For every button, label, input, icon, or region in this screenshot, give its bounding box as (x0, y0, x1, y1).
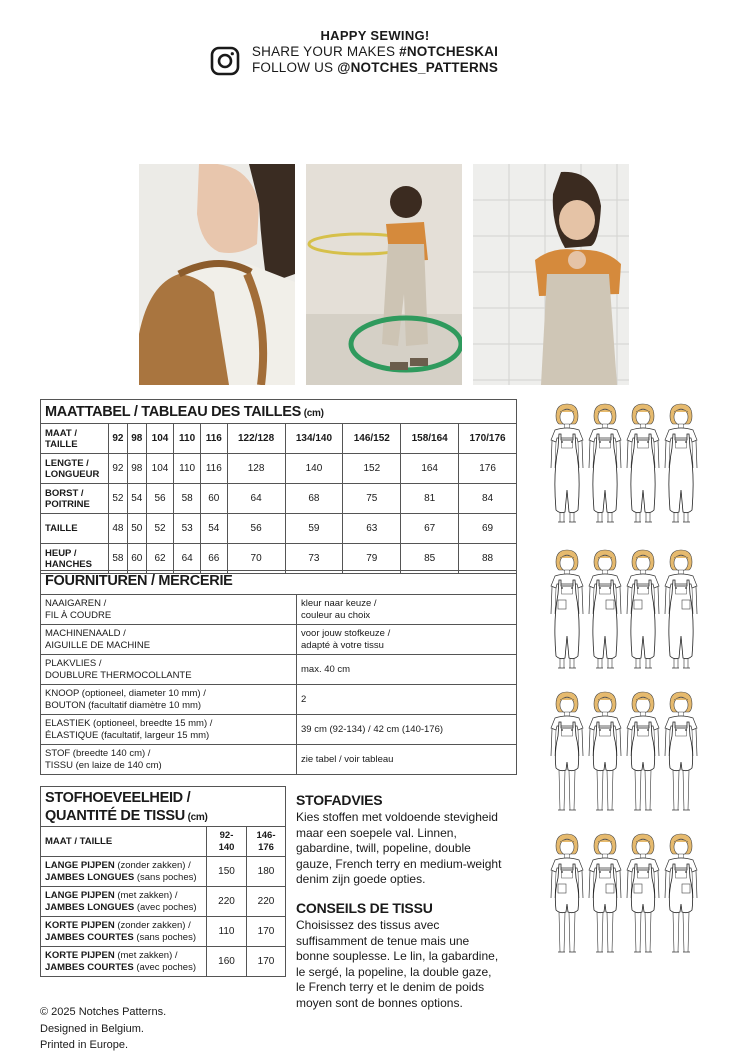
supplies-title: FOURNITUREN / MERCERIE (45, 573, 233, 590)
flat-figure (665, 404, 697, 522)
hashtag: #NOTCHESKAI (399, 44, 499, 59)
flat-figure (627, 550, 659, 668)
supplies-table (40, 570, 517, 775)
table-row: KORTE PIJPEN (zonder zakken) / JAMBES COURTES (sans poches) 110 170 (41, 917, 286, 947)
instagram-icon (210, 46, 240, 76)
happy-sewing: HAPPY SEWING! (320, 28, 430, 43)
fabric-title: STOFHOEVEELHEID / (45, 789, 191, 806)
table-row: KNOOP (optioneel, diameter 10 mm) / BOUTON (facultatif diamètre 10 mm) 2 (41, 685, 517, 715)
flat-figure (665, 834, 697, 952)
flat-figure (551, 404, 583, 522)
table-row: ELASTIEK (optioneel, breedte 15 mm) / ÉLASTIQUE (facultatif, largeur 15 mm) 39 cm (92-134) / 42 cm (140-176) (41, 715, 517, 745)
size-chart-title: MAATTABEL / TABLEAU DES TAILLES (45, 403, 301, 420)
table-row: NAAIGAREN / FIL À COUDRE kleur naar keuze / couleur au choix (41, 595, 517, 625)
fabric-advice-fr: CONSEILS DE TISSU Choisissez des tissus avec suffisamment de tenue mais une bonne souplesse. Le lin, la gabardine, le sergé, la popeline, la double gaze, le French terry et le denim de poids moyen sont de bonnes options. (296, 900, 526, 1012)
footer: © 2025 Notches Patterns. Designed in Belgium. Printed in Europe. (40, 1006, 167, 1051)
flat-figure (665, 550, 697, 668)
size-header-row: MAAT / TAILLE 92 98 104 110 116 122/128 134/140 146/152 158/164 170/176 (41, 424, 517, 454)
table-row: TAILLE 48 50 52 53 54 56 59 63 67 69 (41, 514, 517, 544)
header (0, 28, 750, 76)
table-row: KORTE PIJPEN (met zakken) / JAMBES COURTES (avec poches) 160 170 (41, 947, 286, 977)
table-row: MACHINENAALD / AIGUILLE DE MACHINE voor jouw stofkeuze / adapté à votre tissu (41, 625, 517, 655)
flat-figure (589, 834, 621, 952)
advice-nl-title: STOFADVIES (296, 792, 383, 808)
fabric-advice-nl: STOFADVIES Kies stoffen met voldoende stevigheid maar een soepele val. Linnen, gabardine, twill, popeline, double gauze, French terry en medium-weight denim zijn goede opties. (296, 792, 526, 888)
flat-figure (665, 692, 697, 810)
technical-illustrations (548, 400, 728, 1000)
fabric-quantity-table: STOFHOEVEELHEID / QUANTITÉ DE TISSU (cm) MAAT / TAILLE 92- 140 146- 176 LANGE PIJPEN (zonder zakken) / JAMBES LONGUES (sans poches) 150 180 LANGE PIJPEN (met zakken) / JAMBES LONGUES (avec poches) 220 220 KORTE PIJPEN (zonder zakken) / JAMBES COURTES (sans poches) 110 170 KORTE PIJPEN (met zakken) / JAMBES COURTES (avec poches) 160 170 (40, 786, 286, 977)
follow-line: FOLLOW US @NOTCHES_PATTERNS (251, 60, 499, 75)
flat-figure (589, 550, 621, 668)
table-row: LANGE PIJPEN (met zakken) / JAMBES LONGUES (avec poches) 220 220 (41, 887, 286, 917)
fabric-header-row: MAAT / TAILLE 92- 140 146- 176 (41, 827, 286, 857)
flat-figure (627, 404, 659, 522)
table-row: LANGE PIJPEN (zonder zakken) / JAMBES LONGUES (sans poches) 150 180 (41, 857, 286, 887)
table-row: PLAKVLIES / DOUBLURE THERMOCOLLANTE max. 40 cm (41, 655, 517, 685)
table-row: STOF (breedte 140 cm) / TISSU (en laize de 140 cm) zie tabel / voir tableau (41, 745, 517, 775)
share-line: SHARE YOUR MAKES #NOTCHESKAI (251, 44, 499, 59)
table-row: BORST / POITRINE 52 54 56 58 60 64 68 75 81 84 (41, 484, 517, 514)
flat-figure (551, 834, 583, 952)
flat-figure (589, 692, 621, 810)
flat-figure (551, 692, 583, 810)
table-row: LENGTE / LONGUEUR 92 98 104 110 116 128 140 152 164 176 (41, 454, 517, 484)
flat-figure (627, 692, 659, 810)
photo-child-tiles (473, 164, 629, 385)
flat-figure (589, 404, 621, 522)
photo-child-closeup (139, 164, 295, 385)
flat-figure (551, 550, 583, 668)
table-row: HEUP / HANCHES 58 60 62 64 66 70 73 79 85 88 (41, 544, 517, 574)
instagram-handle: @NOTCHES_PATTERNS (337, 60, 499, 75)
advice-fr-title: CONSEILS DE TISSU (296, 900, 433, 916)
size-chart-table: MAATTABEL / TABLEAU DES TAILLES (cm) MAAT / TAILLE 92 98 104 110 116 122/128 134/140 146/152 158/164 170/176 LENGTE / LONGUEUR 92 98 104 110 116 128 140 152 164 176 BORST / POITRINE 52 54 56 58 60 64 68 75 81 84 TAILLE 48 50 52 53 54 56 59 63 67 69 HEUP / HANCHES 58 60 62 64 66 70 73 79 85 88 (40, 399, 517, 574)
flat-figure (627, 834, 659, 952)
photo-child-hula-hoop (306, 164, 462, 385)
